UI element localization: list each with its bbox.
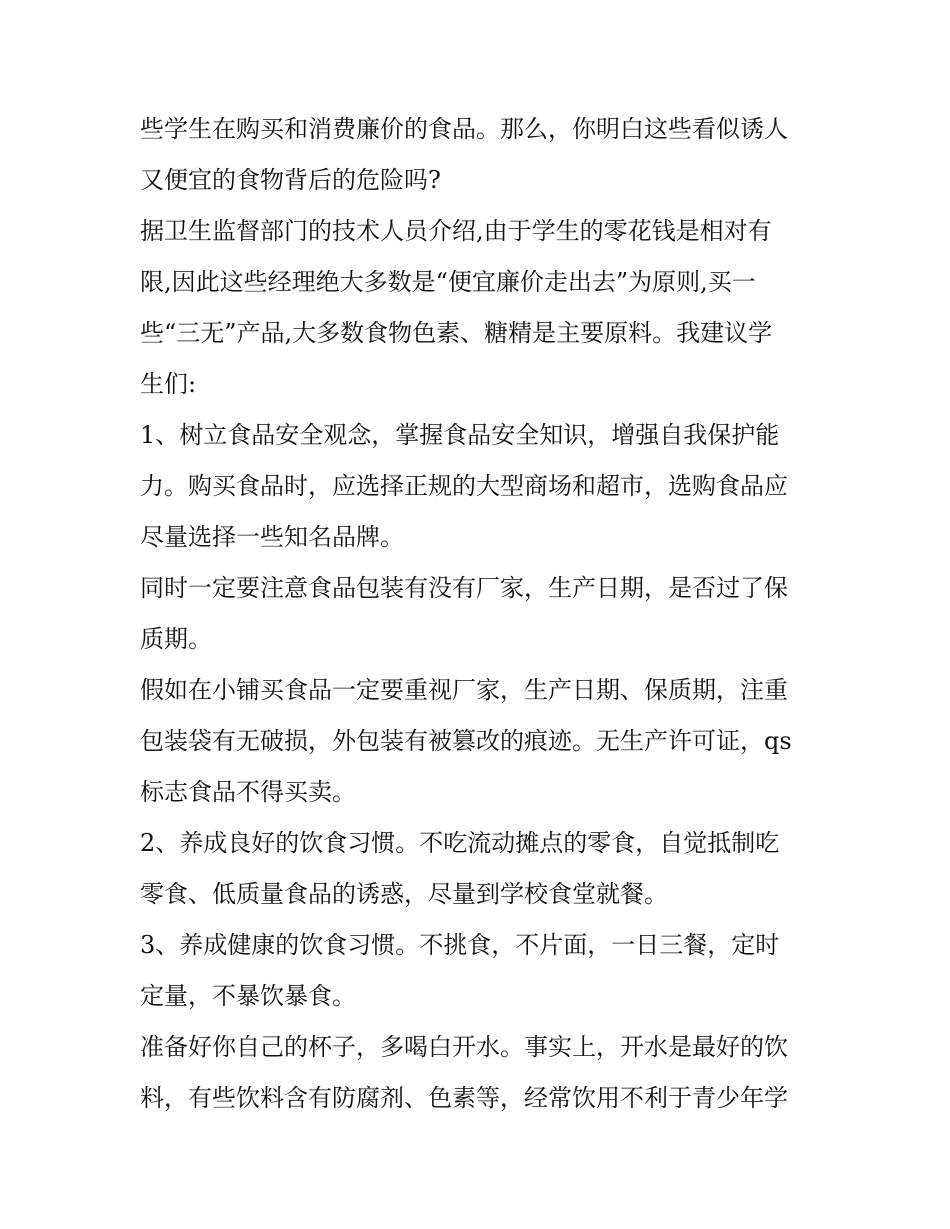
document-body <box>140 104 820 1124</box>
text-line: 限,因此这些经理绝大多数是“便宜廉价走出去”为原则,买一 <box>140 268 756 296</box>
text-line: 质期。 <box>140 625 212 653</box>
text-line: 些学生在购买和消费廉价的食品。那么，你明白这些看似诱人 <box>140 115 788 143</box>
text-line: 尽量选择一些知名品牌。 <box>140 523 404 551</box>
text-line: 定量，不暴饮暴食。 <box>140 982 356 1010</box>
text-line: 准备好你自己的杯子，多喝白开水。事实上，开水是最好的饮 <box>140 1033 788 1061</box>
text-line: 包装袋有无破损，外包装有被篡改的痕迹。无生产许可证，qs <box>140 727 792 755</box>
text-line: 料，有些饮料含有防腐剂、色素等，经常饮用不利于青少年学 <box>140 1084 788 1112</box>
text-line: 据卫生监督部门的技术人员介绍,由于学生的零花钱是相对有 <box>140 217 772 245</box>
text-line: 零食、低质量食品的诱惑，尽量到学校食堂就餐。 <box>140 880 668 908</box>
text-line: 假如在小铺买食品一定要重视厂家，生产日期、保质期，注重 <box>140 676 788 704</box>
text-line: 生们: <box>140 370 197 398</box>
text-line: 又便宜的食物背后的危险吗? <box>140 166 441 194</box>
text-line: 同时一定要注意食品包装有没有厂家，生产日期，是否过了保 <box>140 574 788 602</box>
text-line: 2、养成良好的饮食习惯。不吃流动摊点的零食，自觉抵制吃 <box>140 829 780 857</box>
text-line: 1、树立食品安全观念，掌握食品安全知识，增强自我保护能 <box>140 421 780 449</box>
text-line: 标志食品不得买卖。 <box>140 778 356 806</box>
text-line: 3、养成健康的饮食习惯。不挑食，不片面，一日三餐，定时 <box>140 931 780 959</box>
text-line: 力。购买食品时，应选择正规的大型商场和超市，选购食品应 <box>140 472 788 500</box>
text-line: 些“三无”产品,大多数食物色素、糖精是主要原料。我建议学 <box>140 319 773 347</box>
